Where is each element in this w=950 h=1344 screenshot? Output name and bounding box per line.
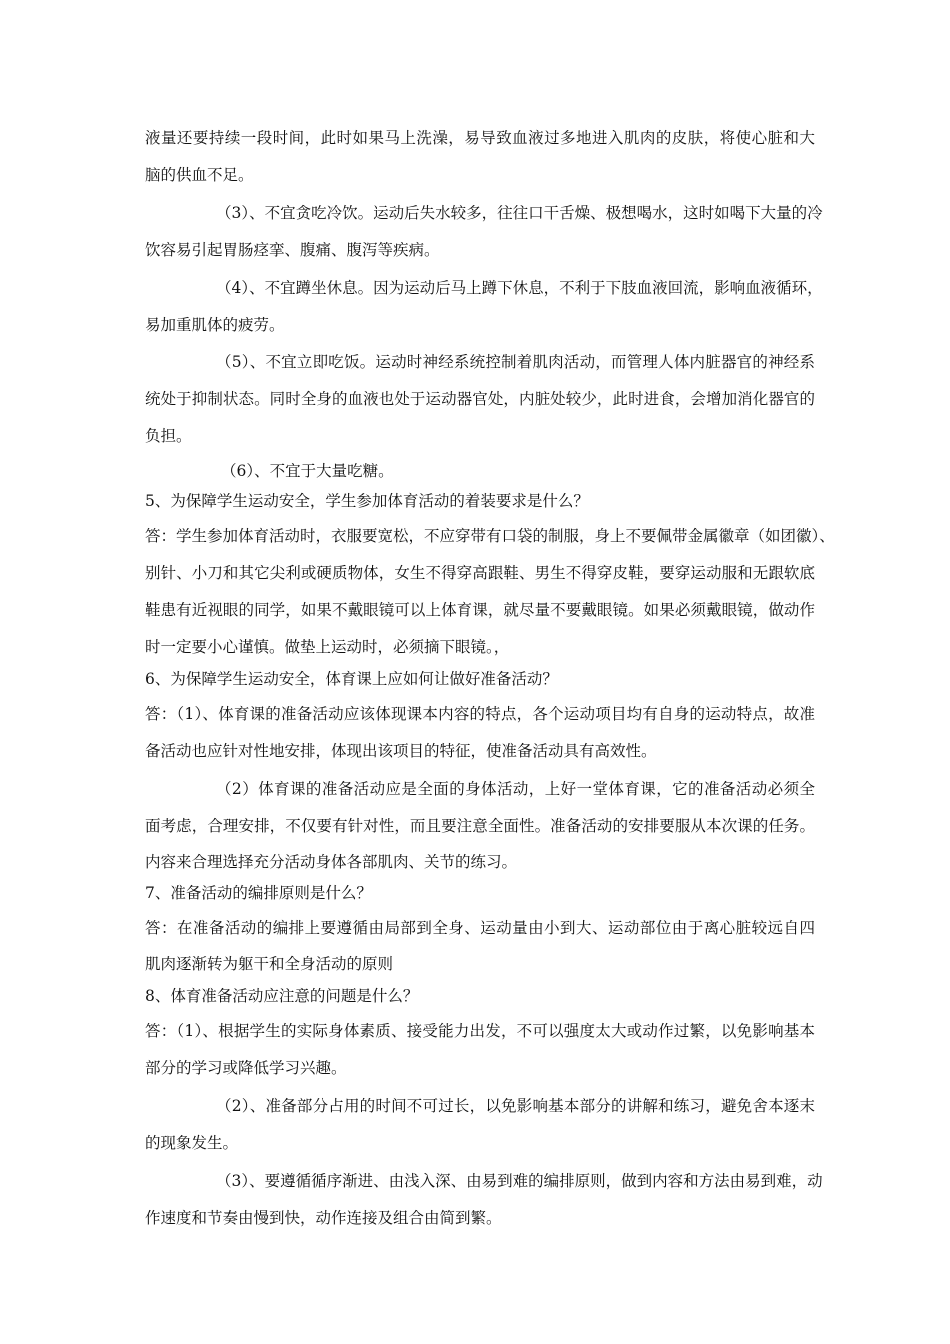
text-line: （5）、不宜立即吃饭。运动时神经系统控制着肌肉活动，而管理人体内脏器官的神经系 [216, 353, 815, 371]
question-heading: 7、准备活动的编排原则是什么？ [145, 884, 372, 902]
text-line: 脑的供血不足。 [145, 166, 254, 184]
text-line: （2）、准备部分占用的时间不可过长，以免影响基本部分的讲解和练习，避免舍本逐末 [216, 1097, 815, 1115]
text-line: 饮容易引起胃肠痉挛、腹痛、腹泻等疾病。 [145, 241, 440, 259]
text-line: 答：（1）、体育课的准备活动应该体现课本内容的特点，各个运动项目均有自身的运动特点，故准 [145, 705, 815, 723]
text-line: 答：在准备活动的编排上要遵循由局部到全身、运动量由小到大、运动部位由于离心脏较远自四 [145, 919, 815, 937]
text-line: （3）、不宜贪吃冷饮。运动后失水较多，往往口干舌燥、极想喝水，这时如喝下大量的冷 [216, 204, 823, 222]
text-line: 部分的学习或降低学习兴趣。 [145, 1059, 347, 1077]
text-line: 鞋患有近视眼的同学，如果不戴眼镜可以上体育课，就尽量不要戴眼镜。如果必须戴眼镜，做动作 [145, 601, 815, 619]
question-heading: 6、为保障学生运动安全，体育课上应如何让做好准备活动？ [145, 670, 558, 688]
text-line: （4）、不宜蹲坐休息。因为运动后马上蹲下休息，不利于下肢血液回流，影响血液循环， [216, 279, 823, 297]
text-line: 时一定要小心谨慎。做垫上运动时，必须摘下眼镜。， [145, 638, 510, 656]
text-line: 作速度和节奏由慢到快，动作连接及组合由简到繁。 [145, 1209, 502, 1227]
text-line: 的现象发生。 [145, 1134, 239, 1152]
text-line: 统处于抑制状态。同时全身的血液也处于运动器官处，内脏处较少，此时进食，会增加消化器官的 [145, 390, 815, 408]
text-line: 答：（1）、根据学生的实际身体素质、接受能力出发，不可以强度太大或动作过繁，以免影响基本 [145, 1022, 815, 1040]
text-line: 面考虑，合理安排，不仅要有针对性，而且要注意全面性。准备活动的安排要服从本次课的任务。 [145, 817, 815, 835]
text-line: 肌肉逐渐转为躯干和全身活动的原则 [145, 955, 394, 973]
text-line: 备活动也应针对性地安排，体现出该项目的特征，使准备活动具有高效性。 [145, 742, 657, 760]
question-heading: 8、体育准备活动应注意的问题是什么？ [145, 987, 419, 1005]
text-line: 液量还要持续一段时间，此时如果马上洗澡，易导致血液过多地进入肌肉的皮肤，将使心脏和大 [145, 129, 815, 147]
text-line: 负担。 [145, 427, 192, 445]
text-line: （3）、要遵循循序渐进、由浅入深、由易到难的编排原则，做到内容和方法由易到难，动 [216, 1172, 823, 1190]
text-line: （2）体育课的准备活动应是全面的身体活动，上好一堂体育课，它的准备活动必须全 [216, 780, 815, 798]
text-line: 别针、小刀和其它尖利或硬质物体，女生不得穿高跟鞋、男生不得穿皮鞋，要穿运动服和无跟软底 [145, 564, 815, 582]
text-line: 易加重肌体的疲劳。 [145, 316, 285, 334]
question-heading: 5、为保障学生运动安全，学生参加体育活动的着装要求是什么？ [145, 492, 589, 510]
text-line: 答：学生参加体育活动时，衣服要宽松，不应穿带有口袋的制服，身上不要佩带金属徽章（如团徽）、 [145, 527, 835, 545]
text-line: 内容来合理选择充分活动身体各部肌肉、关节的练习。 [145, 853, 518, 871]
text-line: （6）、不宜于大量吃糖。 [221, 462, 394, 480]
